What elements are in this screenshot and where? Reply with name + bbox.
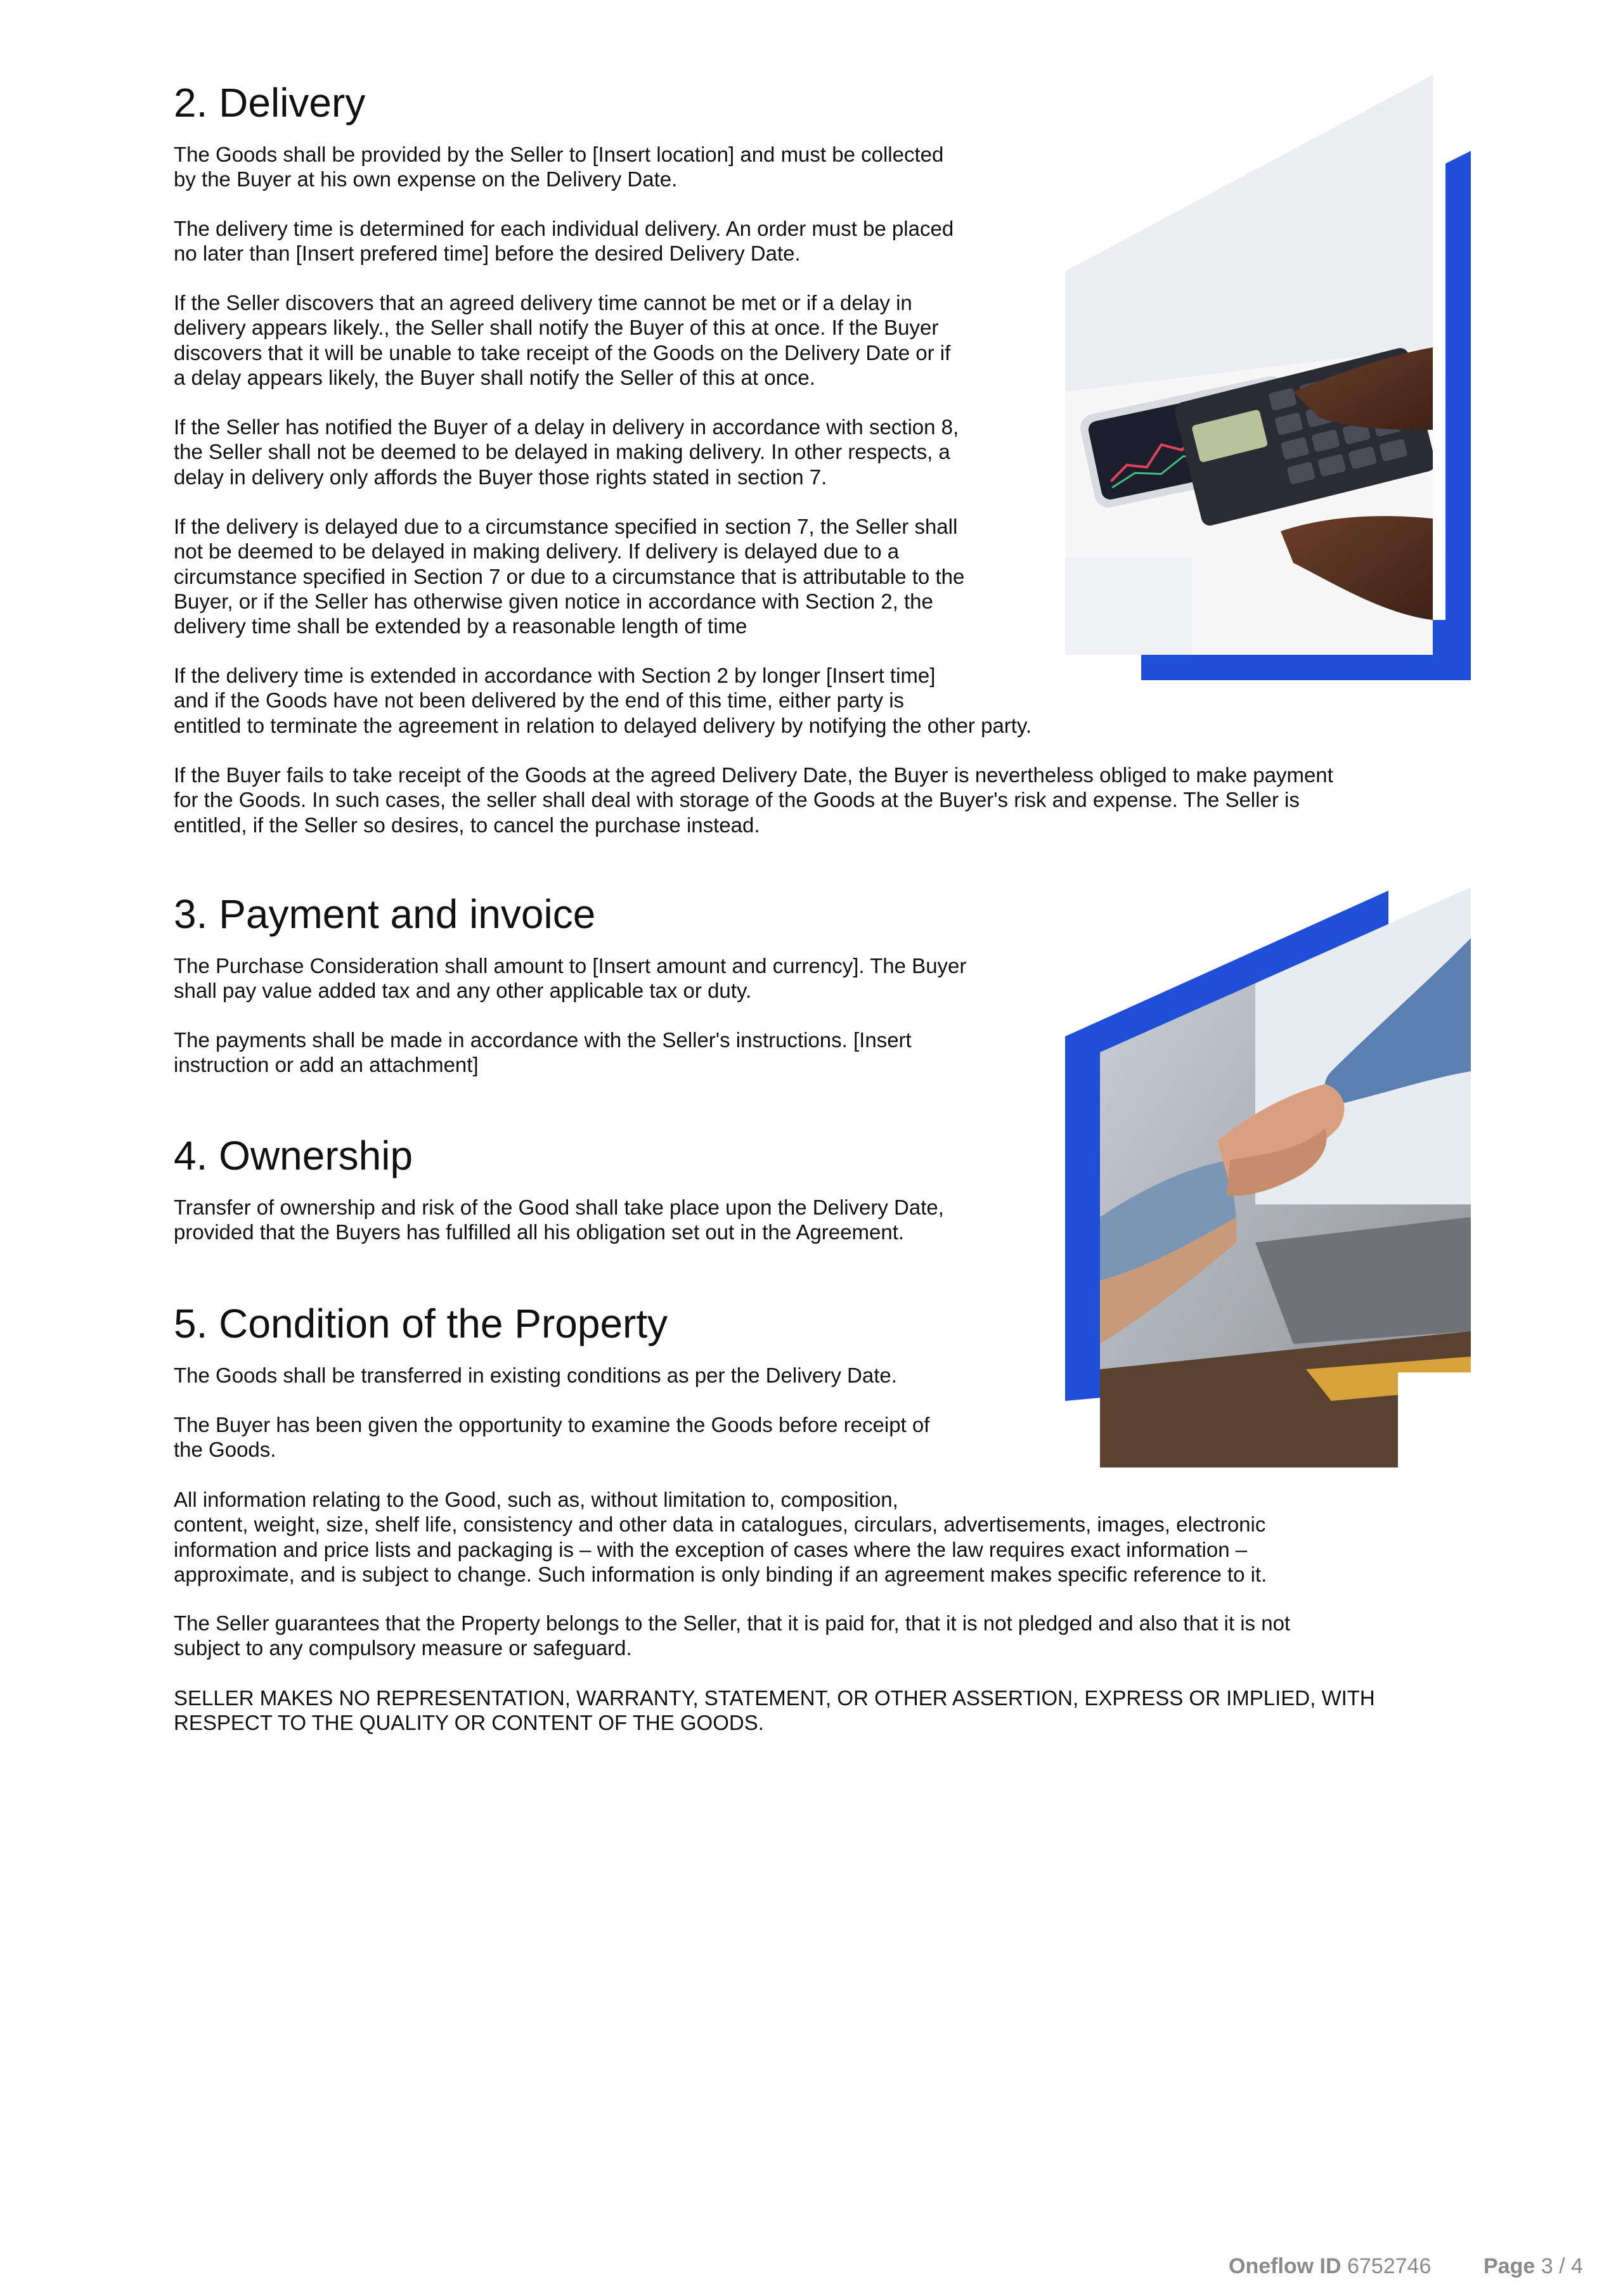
paragraph: The delivery time is determined for each individual delivery. An order must be placed no later than [Insert prefered time] before the desired Delivery Date. [174, 217, 954, 266]
paragraph: If the delivery is delayed due to a circumstance specified in section 7, the Seller shall not be deemed to be delayed in making delivery. If delivery is delayed due to a circumstance specified in Section 7 or due to a circumstance that is attributable to the Buyer, or if the Seller has otherwise given notice in accordance with Section 2, the delivery time shall be extended by a reasonable length of time [174, 515, 965, 638]
section-heading-payment: 3. Payment and invoice [174, 891, 596, 937]
calculator-phone-photo [1065, 75, 1437, 655]
paragraph: If the Seller discovers that an agreed delivery time cannot be met or if a delay in delivery appears likely., the Seller shall notify the Buyer of this at once. If the Buyer discovers that it will be unable to take receipt of the Goods on the Delivery Date or if a delay appears likely, the Buyer shall notify the Seller of this at once. [174, 291, 951, 389]
footer-oneflow-id [1229, 2254, 1431, 2279]
paragraph: The Purchase Consideration shall amount to [Insert amount and currency]. The Buyer shall pay value added tax and any other applicable tax or duty. [174, 954, 967, 1003]
oneflow-id-label: Oneflow ID [1229, 2254, 1342, 2278]
handshake-photo-graphic [1065, 887, 1471, 1471]
paragraph: The Goods shall be transferred in existing conditions as per the Delivery Date. [174, 1364, 897, 1387]
paragraph: If the delivery time is extended in accordance with Section 2 by longer [Insert time] and if the Goods have not been delivered by the end of this time, either party is entitled to terminate the agreement in relation to delayed delivery by notifying the other party. [174, 664, 1032, 737]
paragraph: All information relating to the Good, such as, without limitation to, composition, content, weight, size, shelf life, consistency and other data in catalogues, circulars, advertisements, images, electronic information and price lists and packaging is – with the exception of cases where the law requires exact information – approximate, and is subject to change. Such information is only binding if an agreement makes specific reference to it. [174, 1488, 1267, 1586]
section-heading-condition: 5. Condition of the Property [174, 1301, 668, 1346]
page-value: 3 / 4 [1541, 2254, 1583, 2278]
calculator-photo-graphic [1065, 75, 1471, 683]
section-heading-ownership: 4. Ownership [174, 1133, 413, 1178]
paragraph: If the Buyer fails to take receipt of the Goods at the agreed Delivery Date, the Buyer is nevertheless obliged to make payment for the Goods. In such cases, the seller shall deal with storage of the Goods at the Buyer's risk and expense. The Seller is entitled, if the Seller so desires, to cancel the purchase instead. [174, 763, 1333, 837]
paragraph: The payments shall be made in accordance with the Seller's instructions. [Insert instruction or add an attachment] [174, 1028, 912, 1077]
paragraph: If the Seller has notified the Buyer of a delay in delivery in accordance with section 8, the Seller shall not be deemed to be delayed in making delivery. In other respects, a delay in delivery only affords the Buyer those rights stated in section 7. [174, 415, 959, 489]
section-heading-delivery: 2. Delivery [174, 80, 366, 126]
paragraph: Transfer of ownership and risk of the Good shall take place upon the Delivery Date, provided that the Buyers has fulfilled all his obligation set out in the Agreement. [174, 1196, 944, 1244]
paragraph: The Seller guarantees that the Property belongs to the Seller, that it is paid for, that it is not pledged and also that it is not subject to any compulsory measure or safeguard. [174, 1611, 1291, 1660]
page-label: Page [1484, 2254, 1536, 2278]
paragraph: SELLER MAKES NO REPRESENTATION, WARRANTY, STATEMENT, OR OTHER ASSERTION, EXPRESS OR IMPLIED, WITH RESPECT TO THE QUALITY OR CONTENT OF THE GOODS. [174, 1686, 1375, 1735]
oneflow-id-value: 6752746 [1347, 2254, 1432, 2278]
paragraph: The Buyer has been given the opportunity to examine the Goods before receipt of the Goods. [174, 1413, 930, 1462]
paragraph: The Goods shall be provided by the Seller to [Insert location] and must be collected by the Buyer at his own expense on the Delivery Date. [174, 143, 944, 191]
footer-page-number [1484, 2254, 1583, 2279]
